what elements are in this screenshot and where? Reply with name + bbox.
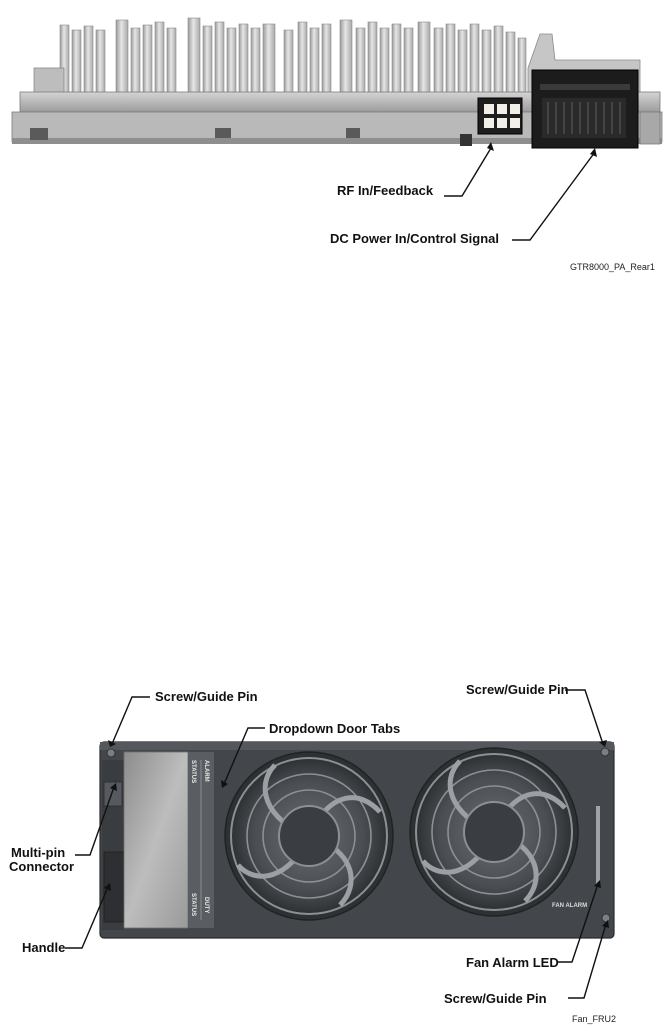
- callout-multipin-line1: Multi-pin: [11, 845, 66, 860]
- callout-screw-guide-pin-bottom: Screw/Guide Pin: [444, 991, 547, 1006]
- screw-top-right: [601, 748, 609, 756]
- right-latch: [640, 112, 660, 144]
- dc-power-connector: [532, 70, 638, 148]
- fan-alarm-led: [596, 806, 600, 884]
- callout-screw-guide-pin-top-left: Screw/Guide Pin: [155, 689, 258, 704]
- mount-slot-2: [215, 128, 231, 138]
- callout-fan-alarm-led: Fan Alarm LED: [466, 955, 559, 970]
- screw-bottom-right: [602, 914, 610, 922]
- fan-top-edge: [100, 742, 614, 750]
- fan-fru: [100, 742, 614, 938]
- rf-in-feedback-connector: [478, 98, 522, 134]
- pa-figure-caption: GTR8000_PA_Rear1: [570, 262, 655, 272]
- fan-1: [225, 752, 393, 920]
- power-amplifier-rear: [12, 18, 662, 148]
- fan-figure-caption: Fan_FRU2: [572, 1014, 617, 1024]
- leader-rf-in: [444, 148, 491, 196]
- fan-2: [410, 748, 578, 916]
- heatsink-fins: [60, 18, 526, 95]
- mount-slot-1: [30, 128, 48, 140]
- leader-screw-top-right: [565, 690, 603, 744]
- leader-dc-power: [512, 152, 595, 240]
- callout-screw-guide-pin-top-right: Screw/Guide Pin: [466, 682, 569, 697]
- callout-dropdown-door-tabs: Dropdown Door Tabs: [269, 721, 401, 736]
- pa-leader-lines: [444, 142, 597, 240]
- label-plate: [124, 752, 188, 928]
- callout-dc-power-control-signal: DC Power In/Control Signal: [330, 231, 500, 246]
- arrow-dc-power: [590, 148, 597, 157]
- screw-top-left: [107, 749, 115, 757]
- panel-alarm-label: ALARM: [203, 760, 209, 782]
- leader-screw-top-left: [112, 697, 150, 744]
- panel-fan-alarm-label: FAN ALARM: [552, 903, 588, 909]
- callout-rf-in-feedback: RF In/Feedback: [337, 183, 434, 198]
- panel-duty-label: DUTY: [203, 897, 209, 914]
- mount-slot-3: [346, 128, 360, 138]
- callout-handle: Handle: [22, 940, 66, 955]
- panel-status-label-2: STATUS: [190, 893, 196, 917]
- mount-slot-4: [460, 134, 472, 146]
- callout-multipin-line2: Connector: [9, 859, 74, 874]
- panel-status-label: STATUS: [190, 760, 196, 784]
